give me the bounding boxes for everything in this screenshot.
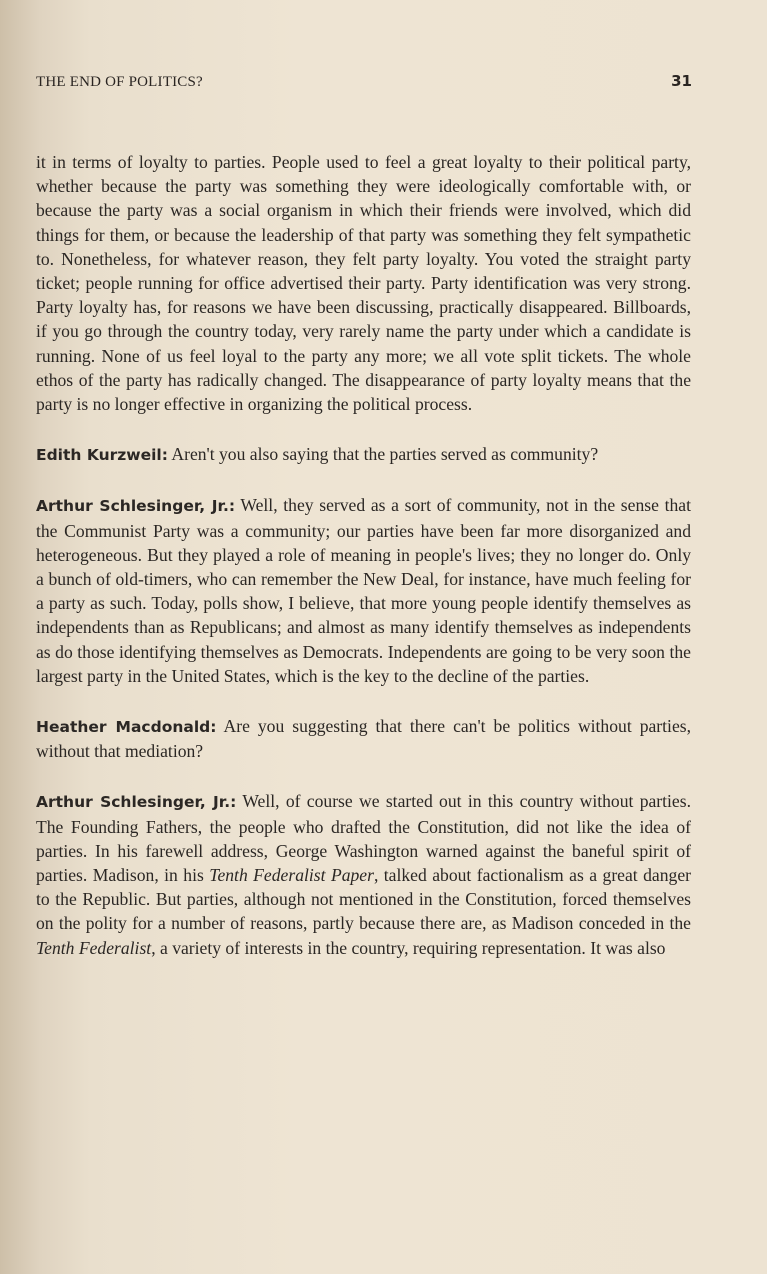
dialogue-paragraph <box>36 493 691 688</box>
body-text <box>36 150 691 986</box>
paragraph-text: Are you suggesting that there can't be politics without parties, without that mediation? <box>36 716 692 762</box>
paragraph-text: Well, of course we started out in this country without parties. The Founding Fathers, the people who drafted the Constitution, did not like the idea of parties. In his farewell address, George Washington warned against the baneful spirit of parties. Madison, in his <box>36 791 691 886</box>
dialogue-paragraph <box>36 714 691 763</box>
paragraph-text: Aren't you also saying that the parties served as community? <box>171 444 599 465</box>
speaker-name: Arthur Schlesinger, Jr.: <box>36 497 236 516</box>
speaker-name: Arthur Schlesinger, Jr.: <box>36 793 237 812</box>
speaker-name: Edith Kurzweil: <box>36 446 168 465</box>
italic-title: Tenth Federalist Paper <box>209 865 374 886</box>
running-head: THE END OF POLITICS? <box>36 74 203 90</box>
speaker-name: Heather Macdonald: <box>36 718 217 737</box>
italic-title: Tenth Federalist <box>36 937 152 958</box>
paragraph-text: , a variety of interests in the country, requiring representation. It was also <box>151 937 666 958</box>
paragraph-text: , talked about factionalism as a great danger to the Republic. But parties, although not mentioned in the Constitution, forced themselves on the polity for a number of reasons, partly because there are, as Madison conceded in the <box>36 865 691 934</box>
paragraph-continuation <box>36 150 691 416</box>
paragraph-text: it in terms of loyalty to parties. People used to feel a great loyalty to their political party, whether because the party was something they were ideologically comfortable with, or because the party was a social organism in which their friends were involved, which did things for them, or because the leadership of that party was something they felt sympathetic to. Nonetheless, for whatever reason, they felt party loyalty. You voted the straight party ticket; people running for office advertised their party. Party identification was very strong. Party loyalty has, for reasons we have been discussing, practically disappeared. Billboards, if you go through the country today, very rarely name the party under which a candidate is running. None of us feel loyal to the party any more; we all vote split tickets. The whole ethos of the party has radically changed. The disappearance of party loyalty means that the party is no longer effective in organizing the political process. <box>36 152 691 415</box>
paragraph-text: Well, they served as a sort of community, not in the sense that the Communist Party was a community; our parties have been far more disorganized and heterogeneous. But they played a role of meaning in people's lives; they no longer do. Only a bunch of old-timers, who can remember the New Deal, for instance, have much feeling for a party as such. Today, polls show, I believe, that more young people identify themselves as independents than as Republicans; and almost as many identify themselves as independents as do those identifying themselves as Democrats. Independents are going to be very soon the largest party in the United States, which is the key to the decline of the parties. <box>36 495 691 686</box>
dialogue-paragraph <box>36 442 691 467</box>
dialogue-paragraph <box>36 789 691 959</box>
page-number: 31 <box>671 72 692 90</box>
